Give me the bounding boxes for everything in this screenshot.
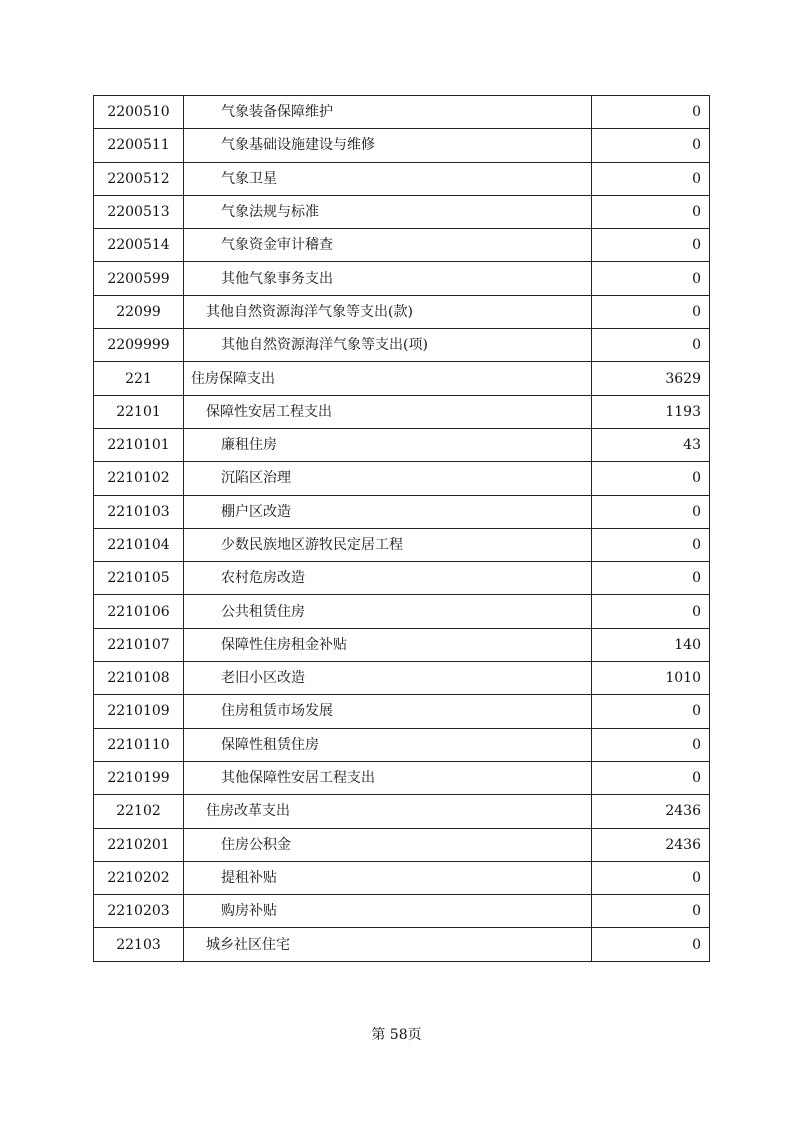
amount-cell: 0 [592,129,710,162]
table-row [94,595,710,628]
amount-cell: 0 [592,495,710,528]
subject-name-cell: 其他气象事务支出 [184,262,592,295]
subject-code-cell: 2200599 [94,262,184,295]
subject-name-cell: 廉租住房 [184,428,592,461]
table-row [94,662,710,695]
subject-code-cell: 2200513 [94,195,184,228]
subject-name-cell: 老旧小区改造 [184,662,592,695]
table-row [94,129,710,162]
table-row [94,462,710,495]
subject-code-cell: 2210201 [94,828,184,861]
amount-cell: 3629 [592,362,710,395]
subject-name-cell: 公共租赁住房 [184,595,592,628]
subject-code-cell: 2210199 [94,761,184,794]
table-row [94,861,710,894]
table-row [94,895,710,928]
subject-code-cell: 2210106 [94,595,184,628]
table-row [94,229,710,262]
subject-name-cell: 棚户区改造 [184,495,592,528]
amount-cell: 0 [592,162,710,195]
subject-code-cell: 2200514 [94,229,184,262]
subject-name-cell: 沉陷区治理 [184,462,592,495]
subject-code-cell: 2210203 [94,895,184,928]
subject-code-cell: 2200510 [94,96,184,129]
subject-code-cell: 2210107 [94,628,184,661]
table-row [94,262,710,295]
subject-name-cell: 住房公积金 [184,828,592,861]
amount-cell: 0 [592,595,710,628]
subject-code-cell: 2210102 [94,462,184,495]
budget-table [93,95,710,962]
table-row [94,428,710,461]
amount-cell: 0 [592,895,710,928]
amount-cell: 0 [592,861,710,894]
table-row [94,195,710,228]
subject-name-cell: 城乡社区住宅 [184,928,592,961]
subject-name-cell: 农村危房改造 [184,562,592,595]
amount-cell: 43 [592,428,710,461]
subject-code-cell: 2210104 [94,528,184,561]
amount-cell: 0 [592,295,710,328]
amount-cell: 0 [592,96,710,129]
table-row [94,495,710,528]
amount-cell: 0 [592,728,710,761]
page-number: 第 58页 [371,1027,422,1043]
table-row [94,528,710,561]
subject-code-cell: 22101 [94,395,184,428]
subject-name-cell: 少数民族地区游牧民定居工程 [184,528,592,561]
subject-name-cell: 其他自然资源海洋气象等支出(项) [184,329,592,362]
table-row [94,329,710,362]
subject-code-cell: 2200511 [94,129,184,162]
amount-cell: 0 [592,695,710,728]
subject-code-cell: 2210101 [94,428,184,461]
subject-code-cell: 2210105 [94,562,184,595]
subject-code-cell: 2210202 [94,861,184,894]
subject-name-cell: 住房租赁市场发展 [184,695,592,728]
budget-table-body [94,96,710,962]
amount-cell: 0 [592,329,710,362]
subject-name-cell: 气象法规与标准 [184,195,592,228]
subject-name-cell: 气象基础设施建设与维修 [184,129,592,162]
amount-cell: 2436 [592,828,710,861]
table-row [94,828,710,861]
subject-code-cell: 221 [94,362,184,395]
table-row [94,695,710,728]
subject-name-cell: 购房补贴 [184,895,592,928]
subject-name-cell: 其他保障性安居工程支出 [184,761,592,794]
amount-cell: 0 [592,462,710,495]
table-row [94,562,710,595]
subject-name-cell: 住房保障支出 [184,362,592,395]
subject-code-cell: 2209999 [94,329,184,362]
subject-code-cell: 2210103 [94,495,184,528]
table-row [94,928,710,961]
subject-code-cell: 22099 [94,295,184,328]
amount-cell: 0 [592,528,710,561]
amount-cell: 0 [592,928,710,961]
amount-cell: 0 [592,195,710,228]
table-row [94,795,710,828]
amount-cell: 140 [592,628,710,661]
subject-name-cell: 提租补贴 [184,861,592,894]
amount-cell: 0 [592,262,710,295]
table-row [94,761,710,794]
table-row [94,628,710,661]
amount-cell: 2436 [592,795,710,828]
amount-cell: 0 [592,761,710,794]
subject-code-cell: 2210108 [94,662,184,695]
subject-name-cell: 保障性安居工程支出 [184,395,592,428]
subject-name-cell: 保障性住房租金补贴 [184,628,592,661]
subject-code-cell: 2200512 [94,162,184,195]
table-row [94,362,710,395]
subject-code-cell: 2210109 [94,695,184,728]
subject-name-cell: 气象资金审计稽查 [184,229,592,262]
subject-name-cell: 保障性租赁住房 [184,728,592,761]
table-row [94,162,710,195]
subject-code-cell: 2210110 [94,728,184,761]
subject-name-cell: 其他自然资源海洋气象等支出(款) [184,295,592,328]
amount-cell: 0 [592,229,710,262]
amount-cell: 1010 [592,662,710,695]
table-row [94,96,710,129]
subject-name-cell: 气象装备保障维护 [184,96,592,129]
subject-code-cell: 22102 [94,795,184,828]
table-row [94,295,710,328]
table-row [94,395,710,428]
amount-cell: 1193 [592,395,710,428]
subject-code-cell: 22103 [94,928,184,961]
subject-name-cell: 住房改革支出 [184,795,592,828]
subject-name-cell: 气象卫星 [184,162,592,195]
amount-cell: 0 [592,562,710,595]
table-row [94,728,710,761]
